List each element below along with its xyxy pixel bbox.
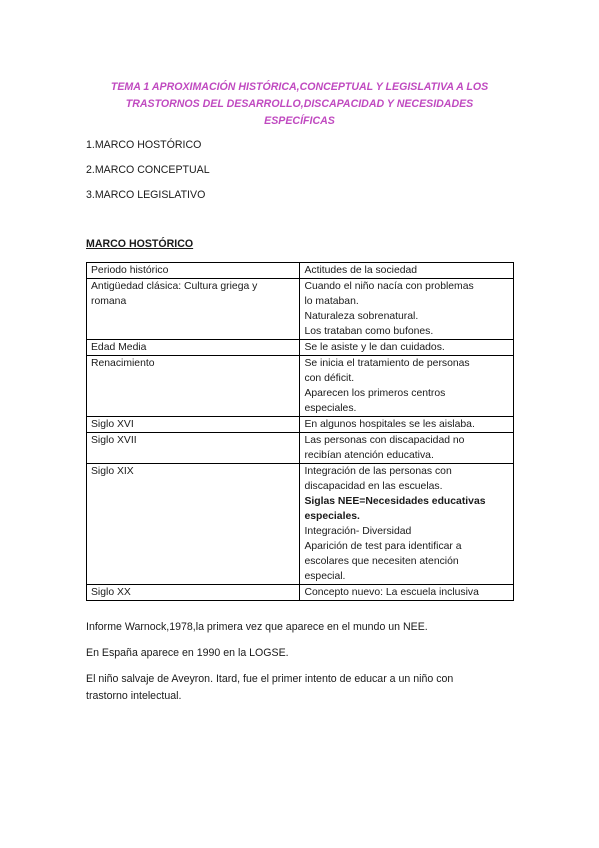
notes [86,619,516,714]
note-paragraph [86,645,516,662]
attitude-line: especiales. [304,403,357,414]
attitude-line: Se le asiste y le dan cuidados. [304,342,445,353]
table-row [87,585,514,601]
table-row [87,340,514,356]
attitudes-cell [300,433,514,464]
attitude-line: lo mataban. [304,296,359,307]
attitude-line: Naturaleza sobrenatural. [304,311,419,322]
period-line: Siglo XVII [91,435,137,446]
attitude-line: especial. [304,571,346,582]
attitude-line: Aparecen los primeros centros [304,388,446,399]
table-row [87,464,514,585]
period-line: Edad Media [91,342,147,353]
note-line: Informe Warnock,1978,la primera vez que aparece en el mundo un NEE. [86,621,428,633]
period-cell [87,340,300,356]
attitudes-cell [300,340,514,356]
attitude-line: especiales. [304,511,360,522]
period-line: Siglo XVI [91,419,134,430]
document-title [86,79,513,130]
attitude-line: Se inicia el tratamiento de personas [304,358,470,369]
attitude-line: Aparición de test para identificar a [304,541,462,552]
table-row [87,417,514,433]
attitudes-cell [300,356,514,417]
attitudes-cell [300,417,514,433]
header-attitudes: Actitudes de la sociedad [300,263,514,279]
attitude-line: recibían atención educativa. [304,450,434,461]
table-header-row [87,263,514,279]
attitude-line: discapacidad en las escuelas. [304,481,443,492]
period-line: Renacimiento [91,358,155,369]
note-line: trastorno intelectual. [86,690,182,702]
title-line: TRASTORNOS DEL DESARROLLO,DISCAPACIDAD Y NECESIDADES [125,98,474,110]
header-period: Periodo histórico [87,263,300,279]
title-line: ESPECÍFICAS [264,115,335,127]
period-line: Siglo XX [91,587,131,598]
attitude-line: Integración- Diversidad [304,526,412,537]
note-paragraph [86,671,516,705]
attitude-line: En algunos hospitales se les aislaba. [304,419,475,430]
attitude-line: Los trataban como bufones. [304,326,434,337]
attitude-line: escolares que necesiten atención [304,556,459,567]
table-row [87,433,514,464]
section-heading: MARCO HOSTÓRICO [86,238,194,250]
period-line: Antigüedad clásica: Cultura griega y [91,281,258,292]
period-line: Siglo XIX [91,466,134,477]
note-paragraph [86,619,516,636]
attitude-line: Integración de las personas con [304,466,452,477]
outline-item: 1.MARCO HOSTÓRICO [86,139,202,151]
outline-list [86,138,210,213]
note-line: En España aparece en 1990 en la LOGSE. [86,647,289,659]
attitude-line: Cuando el niño nacía con problemas [304,281,474,292]
attitude-line: Siglas NEE=Necesidades educativas [304,496,486,507]
title-line: TEMA 1 APROXIMACIÓN HISTÓRICA,CONCEPTUAL Y LEGISLATIVA A LOS [110,81,489,93]
note-line: El niño salvaje de Aveyron. Itard, fue el primer intento de educar a un niño con [86,673,454,685]
outline-item: 3.MARCO LEGISLATIVO [86,189,206,201]
history-table [86,262,514,601]
attitude-line: Las personas con discapacidad no [304,435,465,446]
attitudes-cell [300,585,514,601]
table-row [87,356,514,417]
attitudes-cell [300,279,514,340]
period-cell [87,585,300,601]
outline-item: 2.MARCO CONCEPTUAL [86,164,210,176]
table-row [87,279,514,340]
period-line: romana [91,296,127,307]
period-cell [87,464,300,585]
period-cell [87,356,300,417]
attitude-line: con déficit. [304,373,355,384]
attitudes-cell [300,464,514,585]
period-cell [87,433,300,464]
period-cell [87,279,300,340]
period-cell [87,417,300,433]
attitude-line: Concepto nuevo: La escuela inclusiva [304,587,479,598]
